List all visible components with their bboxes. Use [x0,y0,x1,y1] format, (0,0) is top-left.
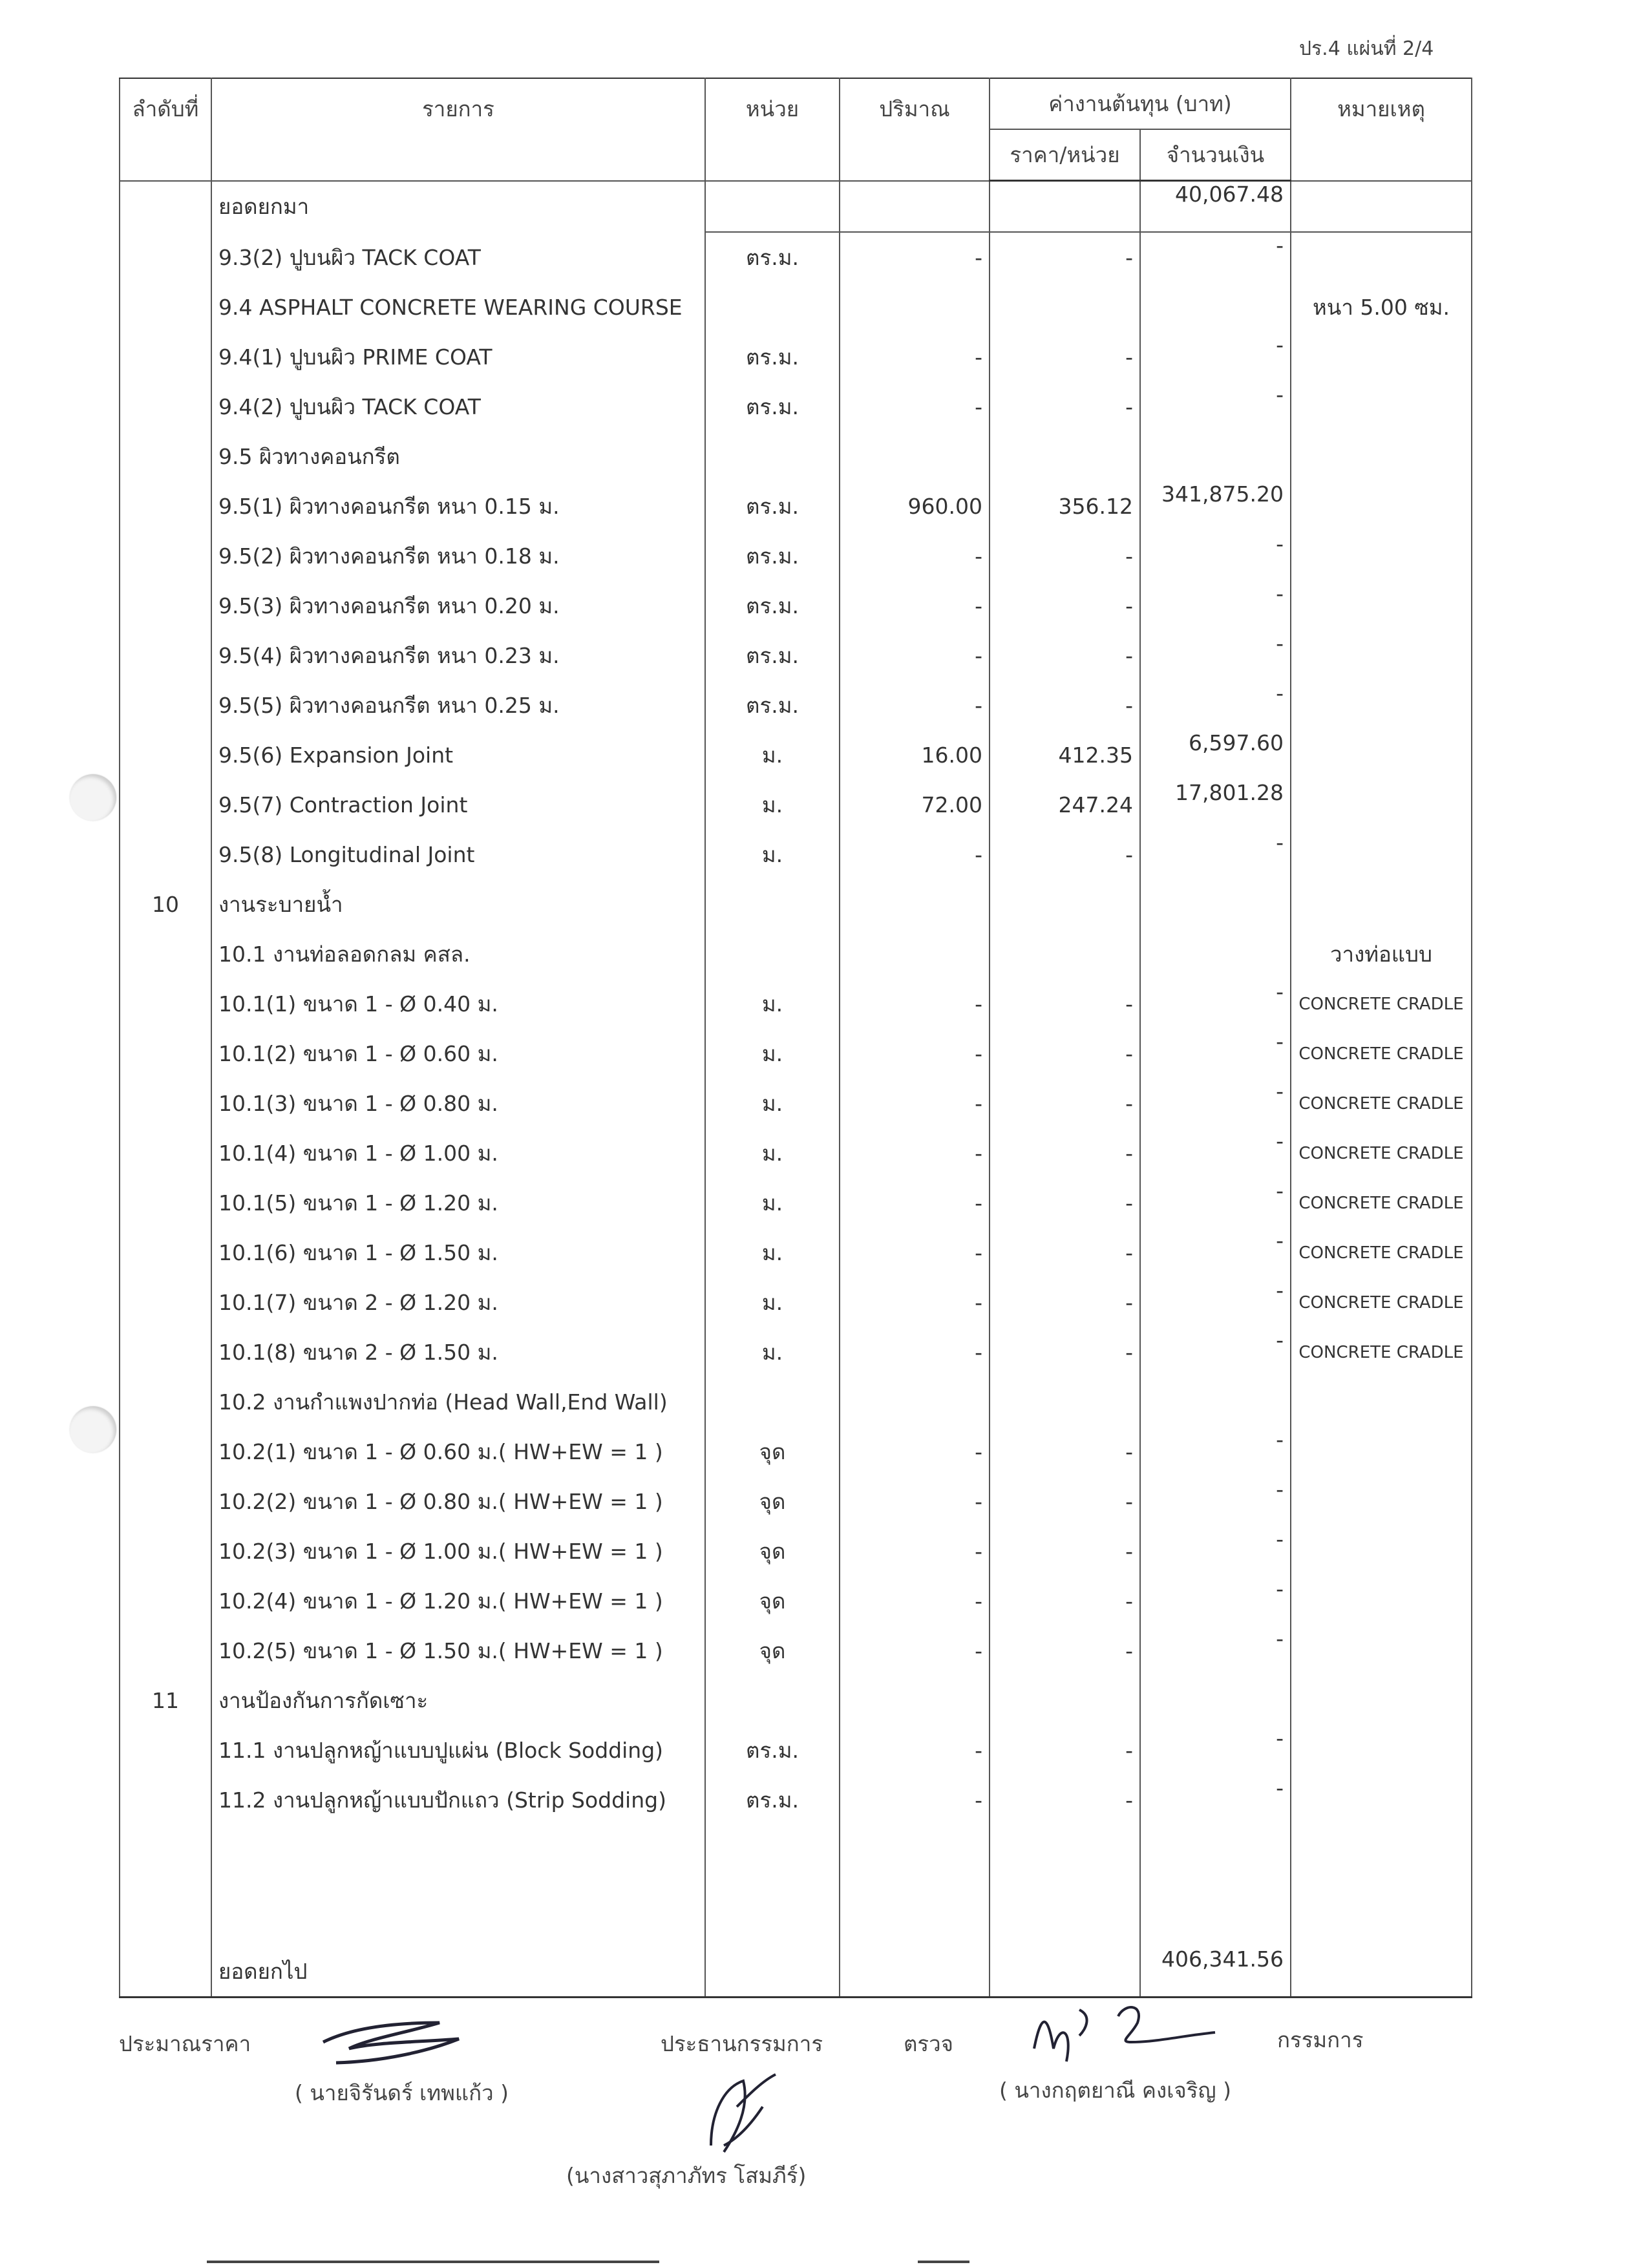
row-no: 11 [120,1676,211,1725]
row-unit [705,880,840,929]
row-qty: - [840,232,990,282]
table-row [120,1079,1472,1128]
table-row [120,1327,1472,1377]
header-cost-group: ค่างานต้นทุน (บาท) [990,78,1291,129]
row-amount: - [1140,1029,1291,1079]
row-no [120,1626,211,1676]
binder-hole [70,774,116,821]
row-no [120,830,211,880]
row-no [120,282,211,332]
row-qty: - [840,1526,990,1576]
row-remark: CONCRETE CRADLE [1291,1327,1472,1377]
table-row [120,1278,1472,1327]
row-qty [840,282,990,332]
committee-signature [1021,1997,1267,2068]
row-qty: - [840,1278,990,1327]
row-unit-price [990,1377,1140,1427]
row-no [120,1725,211,1775]
row-qty: - [840,1576,990,1626]
row-amount: - [1140,1128,1291,1178]
row-no [120,1128,211,1178]
row-unit: ม. [705,979,840,1029]
row-remark [1291,680,1472,730]
row-no: 10 [120,880,211,929]
chairman-name: (นางสาวสุภาภัทร โสมภีร์) [566,2163,807,2188]
row-amount [1140,282,1291,332]
row-item: 9.5(4) ผิวทางคอนกรีต หนา 0.23 ม. [211,631,705,680]
row-unit: ตร.ม. [705,1725,840,1775]
table-row [120,432,1472,481]
row-amount: - [1140,1278,1291,1327]
row-unit [705,1377,840,1427]
row-qty: - [840,1029,990,1079]
row-unit: จุด [705,1526,840,1576]
row-unit-price: - [990,1079,1140,1128]
row-remark: CONCRETE CRADLE [1291,1128,1472,1178]
row-unit: ม. [705,1327,840,1377]
row-qty [840,1377,990,1427]
row-qty [840,1676,990,1725]
row-unit: จุด [705,1576,840,1626]
header-item: รายการ [211,78,705,181]
row-unit-price: - [990,382,1140,432]
row-no [120,1327,211,1377]
row-unit-price [990,880,1140,929]
table-row [120,382,1472,432]
table-row [120,830,1472,880]
row-no [120,780,211,830]
row-amount [1140,432,1291,481]
row-qty: - [840,332,990,382]
table-row [120,1725,1472,1775]
row-remark [1291,1775,1472,1825]
row-unit-price: - [990,680,1140,730]
table-row [120,979,1472,1029]
row-unit: จุด [705,1427,840,1477]
row-remark [1291,1626,1472,1676]
row-unit-price [990,282,1140,332]
bill-of-quantities-table [119,78,1472,1998]
row-item: 9.5(2) ผิวทางคอนกรีต หนา 0.18 ม. [211,531,705,581]
row-amount: - [1140,1626,1291,1676]
table-row [120,1228,1472,1278]
row-item: 10.1(5) ขนาด 1 - Ø 1.20 ม. [211,1178,705,1228]
row-amount: - [1140,830,1291,880]
row-amount: - [1140,680,1291,730]
row-unit-price: - [990,1178,1140,1228]
row-unit-price: - [990,1477,1140,1526]
blank-row [120,1825,1472,1946]
row-amount [1140,1377,1291,1427]
row-amount: - [1140,382,1291,432]
row-remark [1291,1526,1472,1576]
row-unit: ตร.ม. [705,631,840,680]
row-unit-price: - [990,1228,1140,1278]
row-item: 9.5(1) ผิวทางคอนกรีต หนา 0.15 ม. [211,481,705,531]
table-row [120,680,1472,730]
row-qty [840,929,990,979]
row-item: 9.5(8) Longitudinal Joint [211,830,705,880]
row-item: 10.2(2) ขนาด 1 - Ø 0.80 ม.( HW+EW = 1 ) [211,1477,705,1526]
row-qty [840,432,990,481]
row-qty: - [840,830,990,880]
row-unit-price: - [990,979,1140,1029]
row-item: 9.4(1) ปูบนผิว PRIME COAT [211,332,705,382]
table-row [120,1178,1472,1228]
table-body [120,181,1472,1998]
row-unit-price: - [990,1526,1140,1576]
row-unit-price: - [990,1327,1140,1377]
row-item: 9.5 ผิวทางคอนกรีต [211,432,705,481]
row-no [120,1079,211,1128]
row-remark [1291,1676,1472,1725]
carried-forward-row [120,1946,1472,1998]
row-remark [1291,581,1472,631]
row-no [120,929,211,979]
row-remark [1291,631,1472,680]
row-no [120,680,211,730]
table-row [120,232,1472,282]
row-amount: - [1140,1526,1291,1576]
row-unit-price: 412.35 [990,730,1140,780]
row-unit-price: 356.12 [990,481,1140,531]
row-qty: - [840,1327,990,1377]
estimator-signature [310,2003,478,2074]
table-row [120,481,1472,531]
row-qty: - [840,1725,990,1775]
row-qty: - [840,1775,990,1825]
row-unit: ม. [705,1128,840,1178]
row-qty: - [840,979,990,1029]
row-item: 10.1(3) ขนาด 1 - Ø 0.80 ม. [211,1079,705,1128]
row-item: 9.4(2) ปูบนผิว TACK COAT [211,382,705,432]
row-unit: ตร.ม. [705,332,840,382]
estimator-name: ( นายจิรันดร์ เทพแก้ว ) [295,2080,509,2105]
table-row [120,1676,1472,1725]
row-item: งานป้องกันการกัดเซาะ [211,1676,705,1725]
header-amount: จำนวนเงิน [1140,129,1291,181]
row-remark [1291,432,1472,481]
brought-forward-amount: 40,067.48 [1140,181,1291,233]
row-no [120,1228,211,1278]
chairman-signature [685,2068,789,2165]
row-item: 11.1 งานปลูกหญ้าแบบปูแผ่น (Block Sodding) [211,1725,705,1775]
row-amount: 341,875.20 [1140,481,1291,531]
header-unit: หน่วย [705,78,840,181]
row-no [120,1477,211,1526]
row-no [120,332,211,382]
row-amount: - [1140,332,1291,382]
row-unit-price [990,1676,1140,1725]
row-unit: จุด [705,1477,840,1526]
row-remark [1291,1725,1472,1775]
table-row [120,780,1472,830]
table-row [120,730,1472,780]
row-item: 10.1(7) ขนาด 2 - Ø 1.20 ม. [211,1278,705,1327]
row-amount: - [1140,631,1291,680]
row-item: 10.2(3) ขนาด 1 - Ø 1.00 ม.( HW+EW = 1 ) [211,1526,705,1576]
table-row [120,929,1472,979]
row-unit: ตร.ม. [705,581,840,631]
committee-role: กรรมการ [1277,2027,1364,2052]
binder-hole [70,1406,116,1453]
row-item: 9.5(7) Contraction Joint [211,780,705,830]
brought-forward-label: ยอดยกมา [211,181,705,233]
row-item: 9.4 ASPHALT CONCRETE WEARING COURSE [211,282,705,332]
row-unit: ตร.ม. [705,680,840,730]
row-unit [705,929,840,979]
row-item: 10.1(2) ขนาด 1 - Ø 0.60 ม. [211,1029,705,1079]
row-qty: - [840,1128,990,1178]
table-row [120,581,1472,631]
scan-edge-mark [918,2261,969,2263]
row-unit: ตร.ม. [705,232,840,282]
row-qty: - [840,531,990,581]
row-unit-price [990,929,1140,979]
row-qty: - [840,1626,990,1676]
row-unit [705,432,840,481]
row-qty: - [840,1228,990,1278]
row-remark [1291,1576,1472,1626]
row-no [120,631,211,680]
header-unit-price: ราคา/หน่วย [990,129,1140,181]
row-remark [1291,830,1472,880]
table-row [120,282,1472,332]
row-unit-price: - [990,581,1140,631]
row-amount: - [1140,1327,1291,1377]
row-unit: ตร.ม. [705,1775,840,1825]
brought-forward-row [120,181,1472,233]
row-unit: จุด [705,1626,840,1676]
row-remark: หนา 5.00 ซม. [1291,282,1472,332]
row-unit: ม. [705,1228,840,1278]
table-row [120,1626,1472,1676]
committee-name: ( นางกฤตยาณี คงเจริญ ) [999,2078,1231,2103]
row-remark [1291,332,1472,382]
row-item: 10.2 งานกำแพงปากท่อ (Head Wall,End Wall) [211,1377,705,1427]
row-item: 9.5(5) ผิวทางคอนกรีต หนา 0.25 ม. [211,680,705,730]
row-amount: - [1140,1477,1291,1526]
table-row [120,531,1472,581]
row-qty: - [840,680,990,730]
row-unit: ตร.ม. [705,382,840,432]
table-row [120,631,1472,680]
table-row [120,1377,1472,1427]
row-remark [1291,382,1472,432]
table-row [120,880,1472,929]
row-remark [1291,1477,1472,1526]
carried-forward-label: ยอดยกไป [211,1946,705,1998]
row-amount: - [1140,531,1291,581]
row-unit-price: - [990,830,1140,880]
row-remark [1291,1377,1472,1427]
row-no [120,1576,211,1626]
row-unit-price: - [990,1128,1140,1178]
row-no [120,1526,211,1576]
row-unit-price: - [990,1576,1140,1626]
row-no [120,1377,211,1427]
row-qty: - [840,1079,990,1128]
row-no [120,481,211,531]
row-unit: ม. [705,1029,840,1079]
table-row [120,1029,1472,1079]
row-no [120,531,211,581]
row-remark: CONCRETE CRADLE [1291,1029,1472,1079]
row-unit-price: - [990,232,1140,282]
row-amount: - [1140,979,1291,1029]
header-remark: หมายเหตุ [1291,78,1472,181]
row-remark [1291,481,1472,531]
row-amount [1140,880,1291,929]
row-item: 10.1(6) ขนาด 1 - Ø 1.50 ม. [211,1228,705,1278]
row-amount [1140,1676,1291,1725]
row-unit-price: - [990,1775,1140,1825]
row-remark [1291,880,1472,929]
row-unit: ม. [705,780,840,830]
row-unit [705,282,840,332]
row-no [120,730,211,780]
row-qty: - [840,1427,990,1477]
carried-forward-amount: 406,341.56 [1140,1946,1291,1998]
row-unit: ม. [705,1278,840,1327]
row-item: 10.1(1) ขนาด 1 - Ø 0.40 ม. [211,979,705,1029]
row-remark: CONCRETE CRADLE [1291,1228,1472,1278]
row-qty: - [840,1178,990,1228]
row-amount: - [1140,581,1291,631]
scan-edge-mark [207,2261,659,2263]
row-qty: - [840,631,990,680]
table-row [120,1128,1472,1178]
header-qty: ปริมาณ [840,78,990,181]
row-no [120,1178,211,1228]
row-unit-price: - [990,1427,1140,1477]
row-amount: - [1140,1576,1291,1626]
check-label: ตรวจ [904,2031,954,2056]
row-unit: ม. [705,730,840,780]
row-item: งานระบายน้ำ [211,880,705,929]
row-no [120,1775,211,1825]
row-unit-price: - [990,631,1140,680]
row-remark [1291,1427,1472,1477]
row-unit-price: - [990,1626,1140,1676]
row-amount: - [1140,1427,1291,1477]
row-amount: - [1140,1725,1291,1775]
row-unit-price: - [990,1278,1140,1327]
row-item: 9.5(3) ผิวทางคอนกรีต หนา 0.20 ม. [211,581,705,631]
row-qty [840,880,990,929]
row-unit: ม. [705,830,840,880]
chairman-role: ประธานกรรมการ [661,2031,823,2056]
row-unit-price: 247.24 [990,780,1140,830]
row-amount: - [1140,1228,1291,1278]
row-amount: 17,801.28 [1140,780,1291,830]
row-remark [1291,730,1472,780]
row-no [120,581,211,631]
row-remark: CONCRETE CRADLE [1291,1079,1472,1128]
row-remark: CONCRETE CRADLE [1291,1178,1472,1228]
row-no [120,1278,211,1327]
row-remark: วางท่อแบบ [1291,929,1472,979]
row-item: 9.5(6) Expansion Joint [211,730,705,780]
row-remark [1291,780,1472,830]
row-amount: - [1140,1178,1291,1228]
row-unit-price: - [990,531,1140,581]
row-no [120,232,211,282]
header-no: ลำดับที่ [120,78,211,181]
page-reference: ปร.4 แผ่นที่ 2/4 [1299,37,1434,60]
row-qty: - [840,1477,990,1526]
row-unit: ตร.ม. [705,481,840,531]
row-qty: 16.00 [840,730,990,780]
row-unit: ม. [705,1178,840,1228]
row-unit-price [990,432,1140,481]
table-row [120,332,1472,382]
row-amount: - [1140,1079,1291,1128]
row-item: 10.1(4) ขนาด 1 - Ø 1.00 ม. [211,1128,705,1178]
row-remark: CONCRETE CRADLE [1291,979,1472,1029]
row-remark [1291,531,1472,581]
row-item: 10.1(8) ขนาด 2 - Ø 1.50 ม. [211,1327,705,1377]
row-unit: ตร.ม. [705,531,840,581]
row-qty: - [840,382,990,432]
row-no [120,979,211,1029]
row-unit [705,1676,840,1725]
table-row [120,1775,1472,1825]
row-no [120,1427,211,1477]
row-unit: ม. [705,1079,840,1128]
row-unit-price: - [990,1029,1140,1079]
table-row [120,1526,1472,1576]
row-remark: CONCRETE CRADLE [1291,1278,1472,1327]
row-item: 10.2(1) ขนาด 1 - Ø 0.60 ม.( HW+EW = 1 ) [211,1427,705,1477]
row-item: 10.1 งานท่อลอดกลม คสล. [211,929,705,979]
row-no [120,1029,211,1079]
table-row [120,1576,1472,1626]
row-amount: - [1140,1775,1291,1825]
row-item: 10.2(5) ขนาด 1 - Ø 1.50 ม.( HW+EW = 1 ) [211,1626,705,1676]
row-unit-price: - [990,332,1140,382]
row-no [120,432,211,481]
row-qty: - [840,581,990,631]
estimator-role: ประมาณราคา [119,2031,251,2056]
row-item: 10.2(4) ขนาด 1 - Ø 1.20 ม.( HW+EW = 1 ) [211,1576,705,1626]
row-amount: 6,597.60 [1140,730,1291,780]
table-row [120,1427,1472,1477]
row-unit-price: - [990,1725,1140,1775]
row-amount: - [1140,232,1291,282]
row-item: 9.3(2) ปูบนผิว TACK COAT [211,232,705,282]
signature-block [0,1997,1652,2210]
row-remark [1291,232,1472,282]
row-qty: 72.00 [840,780,990,830]
row-amount [1140,929,1291,979]
table-row [120,1477,1472,1526]
row-no [120,382,211,432]
row-item: 11.2 งานปลูกหญ้าแบบปักแถว (Strip Sodding) [211,1775,705,1825]
row-qty: 960.00 [840,481,990,531]
